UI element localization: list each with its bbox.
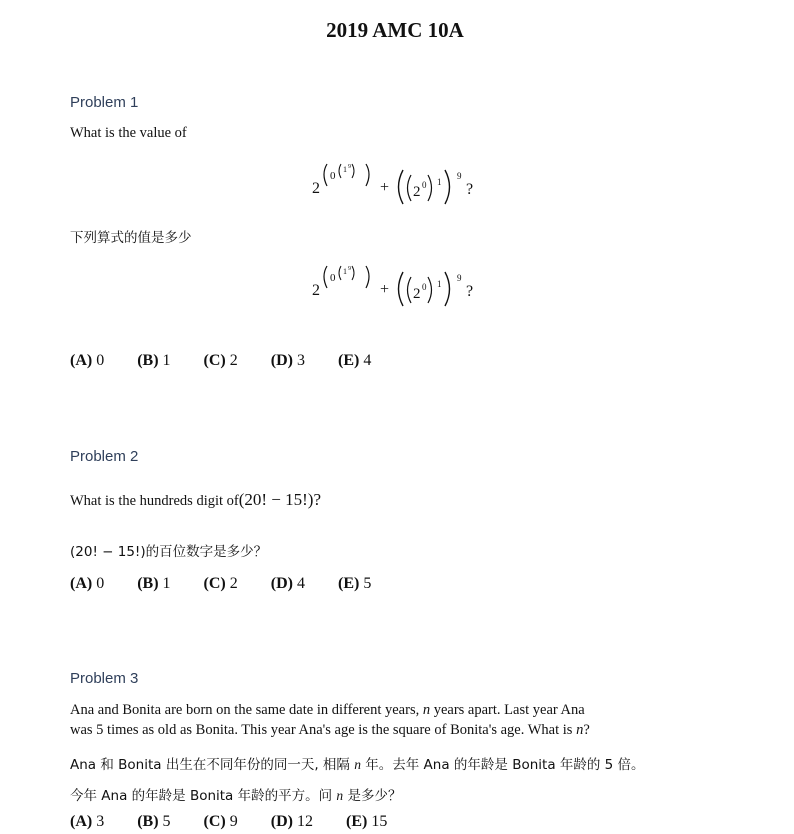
- page-title: 2019 AMC 10A: [326, 18, 464, 42]
- expr-base: 2: [312, 282, 320, 299]
- problem-3-text-zh-line-1: Ana 和 Bonita 出生在不同年份的同一天, 相隔 n 年。去年 Ana 的年龄是 Bonita 年龄的 5 倍。: [70, 757, 645, 773]
- problem-2-heading[interactable]: Problem 2: [70, 448, 139, 465]
- expr-inner-exp-exp: 9: [348, 266, 351, 272]
- choice-e[interactable]: (E) 5: [337, 575, 372, 592]
- expr-inner-exp-base: 1: [343, 165, 347, 174]
- choice-d[interactable]: (D) 4: [270, 575, 305, 592]
- expr-question-mark: ?: [466, 283, 474, 300]
- expr-b-exp2: 1: [437, 279, 442, 289]
- problem-2-math: (20! − 15!)?: [238, 490, 322, 509]
- choice-a[interactable]: (A) 0: [70, 352, 105, 369]
- problem-1-expression-zh: [306, 262, 486, 308]
- expr-b-exp2: 1: [437, 177, 442, 187]
- problem-2-text-en: What is the hundreds digit of(20! − 15!)?: [70, 490, 322, 509]
- choice-e[interactable]: (E) 4: [337, 352, 372, 369]
- problem-3-text-en-line-2: was 5 times as old as Bonita. This year Ana's age is the square of Bonita's age. What is n?: [70, 722, 590, 738]
- expr-inner-exp-exp: 9: [348, 164, 351, 170]
- problem-1-expression-en: [306, 160, 486, 206]
- expr-base: 2: [312, 180, 320, 197]
- expr-question-mark: ?: [466, 181, 474, 198]
- expr-inner-exp-base: 1: [343, 267, 347, 276]
- expr-inner-base: 0: [330, 272, 336, 284]
- choice-c[interactable]: (C) 9: [203, 813, 238, 830]
- expr-b-base: 2: [413, 286, 421, 302]
- expr-b-exp3: 9: [457, 273, 462, 283]
- problem-3-choices: [70, 813, 420, 831]
- choice-d[interactable]: (D) 3: [270, 352, 305, 369]
- choice-b[interactable]: (B) 1: [137, 352, 171, 369]
- choice-d[interactable]: (D) 12: [270, 813, 313, 830]
- choice-e[interactable]: (E) 15: [345, 813, 388, 830]
- problem-2-choices: [70, 575, 404, 593]
- choice-c[interactable]: (C) 2: [203, 575, 238, 592]
- expr-inner-base: 0: [330, 170, 336, 182]
- expr-plus: +: [380, 179, 390, 196]
- problem-2-text-zh: (20! − 15!)的百位数字是多少？: [70, 544, 268, 560]
- problem-1-heading[interactable]: Problem 1: [70, 94, 139, 111]
- expr-b-exp1: 0: [422, 180, 427, 190]
- problem-3-text-en-line-1: Ana and Bonita are born on the same date in different years, n years apart. Last year Ana: [70, 702, 585, 718]
- problem-1-text-zh: 下列算式的值是多少: [70, 230, 192, 246]
- expr-b-base: 2: [413, 184, 421, 200]
- choice-c[interactable]: (C) 2: [203, 352, 238, 369]
- choice-b[interactable]: (B) 5: [137, 813, 171, 830]
- choice-a[interactable]: (A) 0: [70, 575, 105, 592]
- expr-plus: +: [380, 281, 390, 298]
- problem-1-choices: [70, 352, 404, 370]
- expr-b-exp1: 0: [422, 282, 427, 292]
- problem-1-text-en: What is the value of: [70, 125, 187, 141]
- problem-3-heading[interactable]: Problem 3: [70, 670, 139, 687]
- expr-b-exp3: 9: [457, 171, 462, 181]
- choice-b[interactable]: (B) 1: [137, 575, 171, 592]
- problem-3-text-zh-line-2: 今年 Ana 的年龄是 Bonita 年龄的平方。问 n 是多少？: [70, 788, 402, 804]
- choice-a[interactable]: (A) 3: [70, 813, 105, 830]
